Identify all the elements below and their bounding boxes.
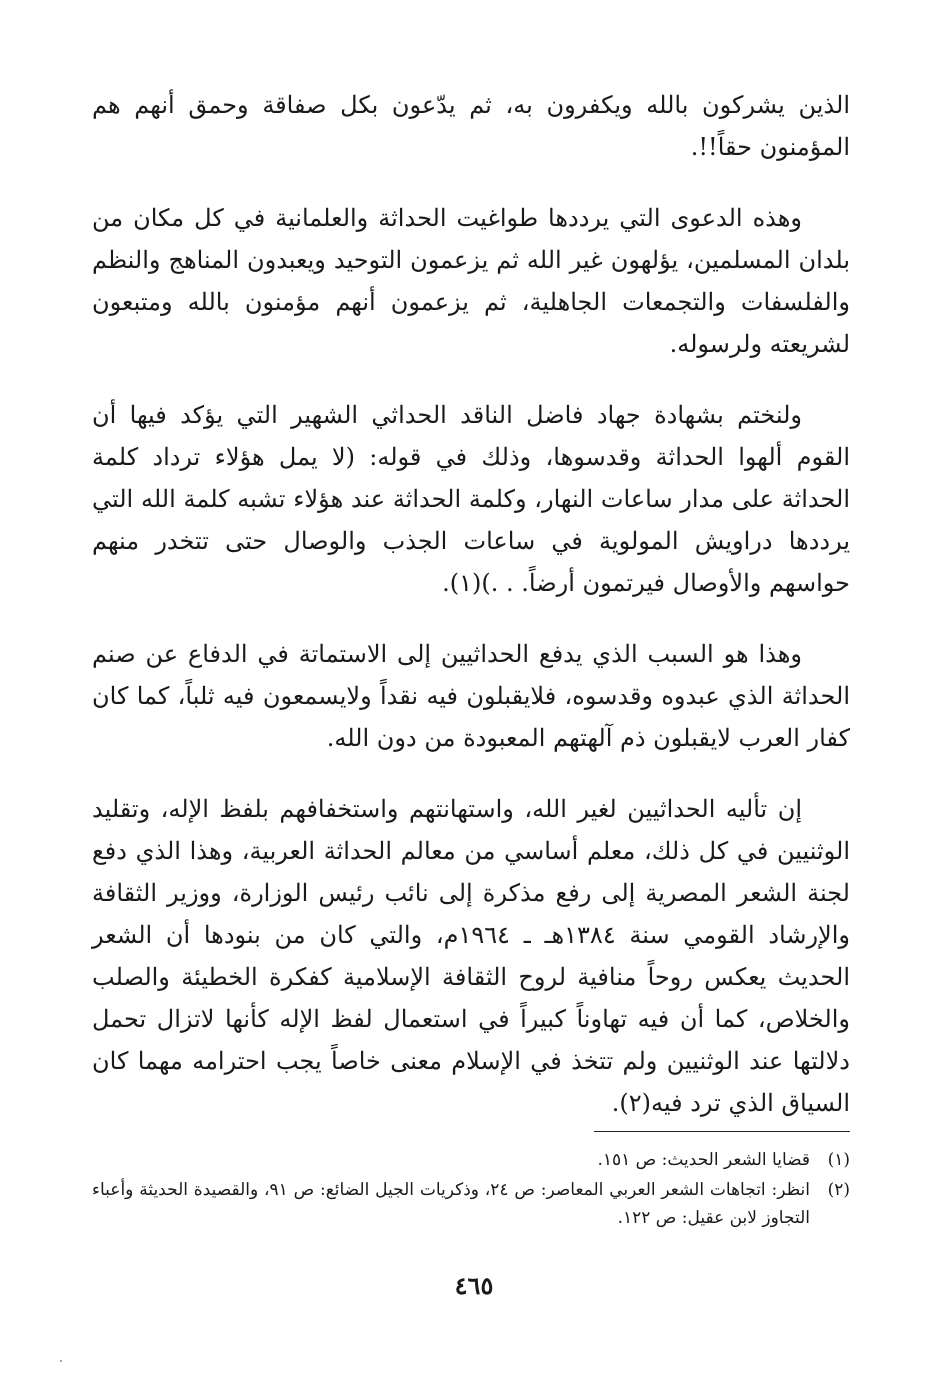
paragraph: الذين يشركون بالله ويكفرون به، ثم يدّعون بكل صفاقة وحمق أنهم هم المؤمنون حقاً!!. — [92, 91, 850, 161]
footnotes — [92, 1146, 850, 1234]
main-text — [92, 84, 850, 1124]
paragraph: إن تأليه الحداثيين لغير الله، واستهانتهم واستخفافهم بلفظ الإله، وتقليد الوثنيين في كل ذلك، معلم أساسي من معالم الحداثة العربية، وهذا الذي دفع لجنة الشعر المصرية إلى رفع مذكرة إلى نائب رئيس الوزارة، ووزير الثقافة والإرشاد القومي سنة ١٣٨٤هـ ـ ١٩٦٤م، والتي كان من بنودها أن الشعر الحديث يعكس روحاً منافية لروح الثقافة الإسلامية كفكرة الخطيئة والصلب والخلاص، كما أن فيه تهاوناً كبيراً في استعمال لفظ الإله كأنها لاتزال تحمل دلالتها عند الوثنيين ولم تتخذ في الإسلام معنى خاصاً يجب احترامه مهما كان السياق الذي ترد فيه(٢). — [92, 795, 850, 1117]
footnote-text: قضايا الشعر الحديث: ص ١٥١. — [597, 1150, 810, 1170]
footnote-separator — [594, 1131, 850, 1132]
footnote-1 — [92, 1146, 850, 1174]
footnote-number: (٢) — [827, 1180, 850, 1200]
paragraph: وهذا هو السبب الذي يدفع الحداثيين إلى الاستماتة في الدفاع عن صنم الحداثة الذي عبدوه وقدسوه، فلايقبلون فيه نقداً ولايسمعون فيه ثلباً، كما كان كفار العرب لايقبلون ذم آلهتهم المعبودة من دون الله. — [92, 640, 850, 752]
paragraph: وهذه الدعوى التي يرددها طواغيت الحداثة والعلمانية في كل مكان من بلدان المسلمين، يؤلهون غير الله ثم يزعمون التوحيد ويعبدون المناهج والنظم والفلسفات والتجمعات الجاهلية، ثم يزعمون أنهم مؤمنون بالله ومتبعون لشريعته ولرسوله. — [92, 204, 850, 358]
page-number: ٤٦٥ — [454, 1271, 494, 1300]
scan-speck — [60, 1360, 62, 1362]
footnote-text: انظر: اتجاهات الشعر العربي المعاصر: ص ٢٤، وذكريات الجيل الضائع: ص ٩١، والقصيدة الحديثة وأعباء التجاوز لابن عقيل: ص ١٢٢. — [92, 1180, 810, 1228]
paragraph: ولنختم بشهادة جهاد فاضل الناقد الحداثي الشهير التي يؤكد فيها أن القوم ألهوا الحداثة وقدسوها، وذلك في قوله: (لا يمل هؤلاء ترداد كلمة الحداثة على مدار ساعات النهار، وكلمة الحداثة عند هؤلاء تشبه كلمة الله التي يرددها دراويش المولوية في ساعات الجذب والوصال حتى تتخدر منهم حواسهم والأوصال فيرتمون أرضاً. . .)(١). — [92, 401, 850, 597]
footnote-2 — [92, 1176, 850, 1232]
footnote-number: (١) — [827, 1150, 850, 1170]
